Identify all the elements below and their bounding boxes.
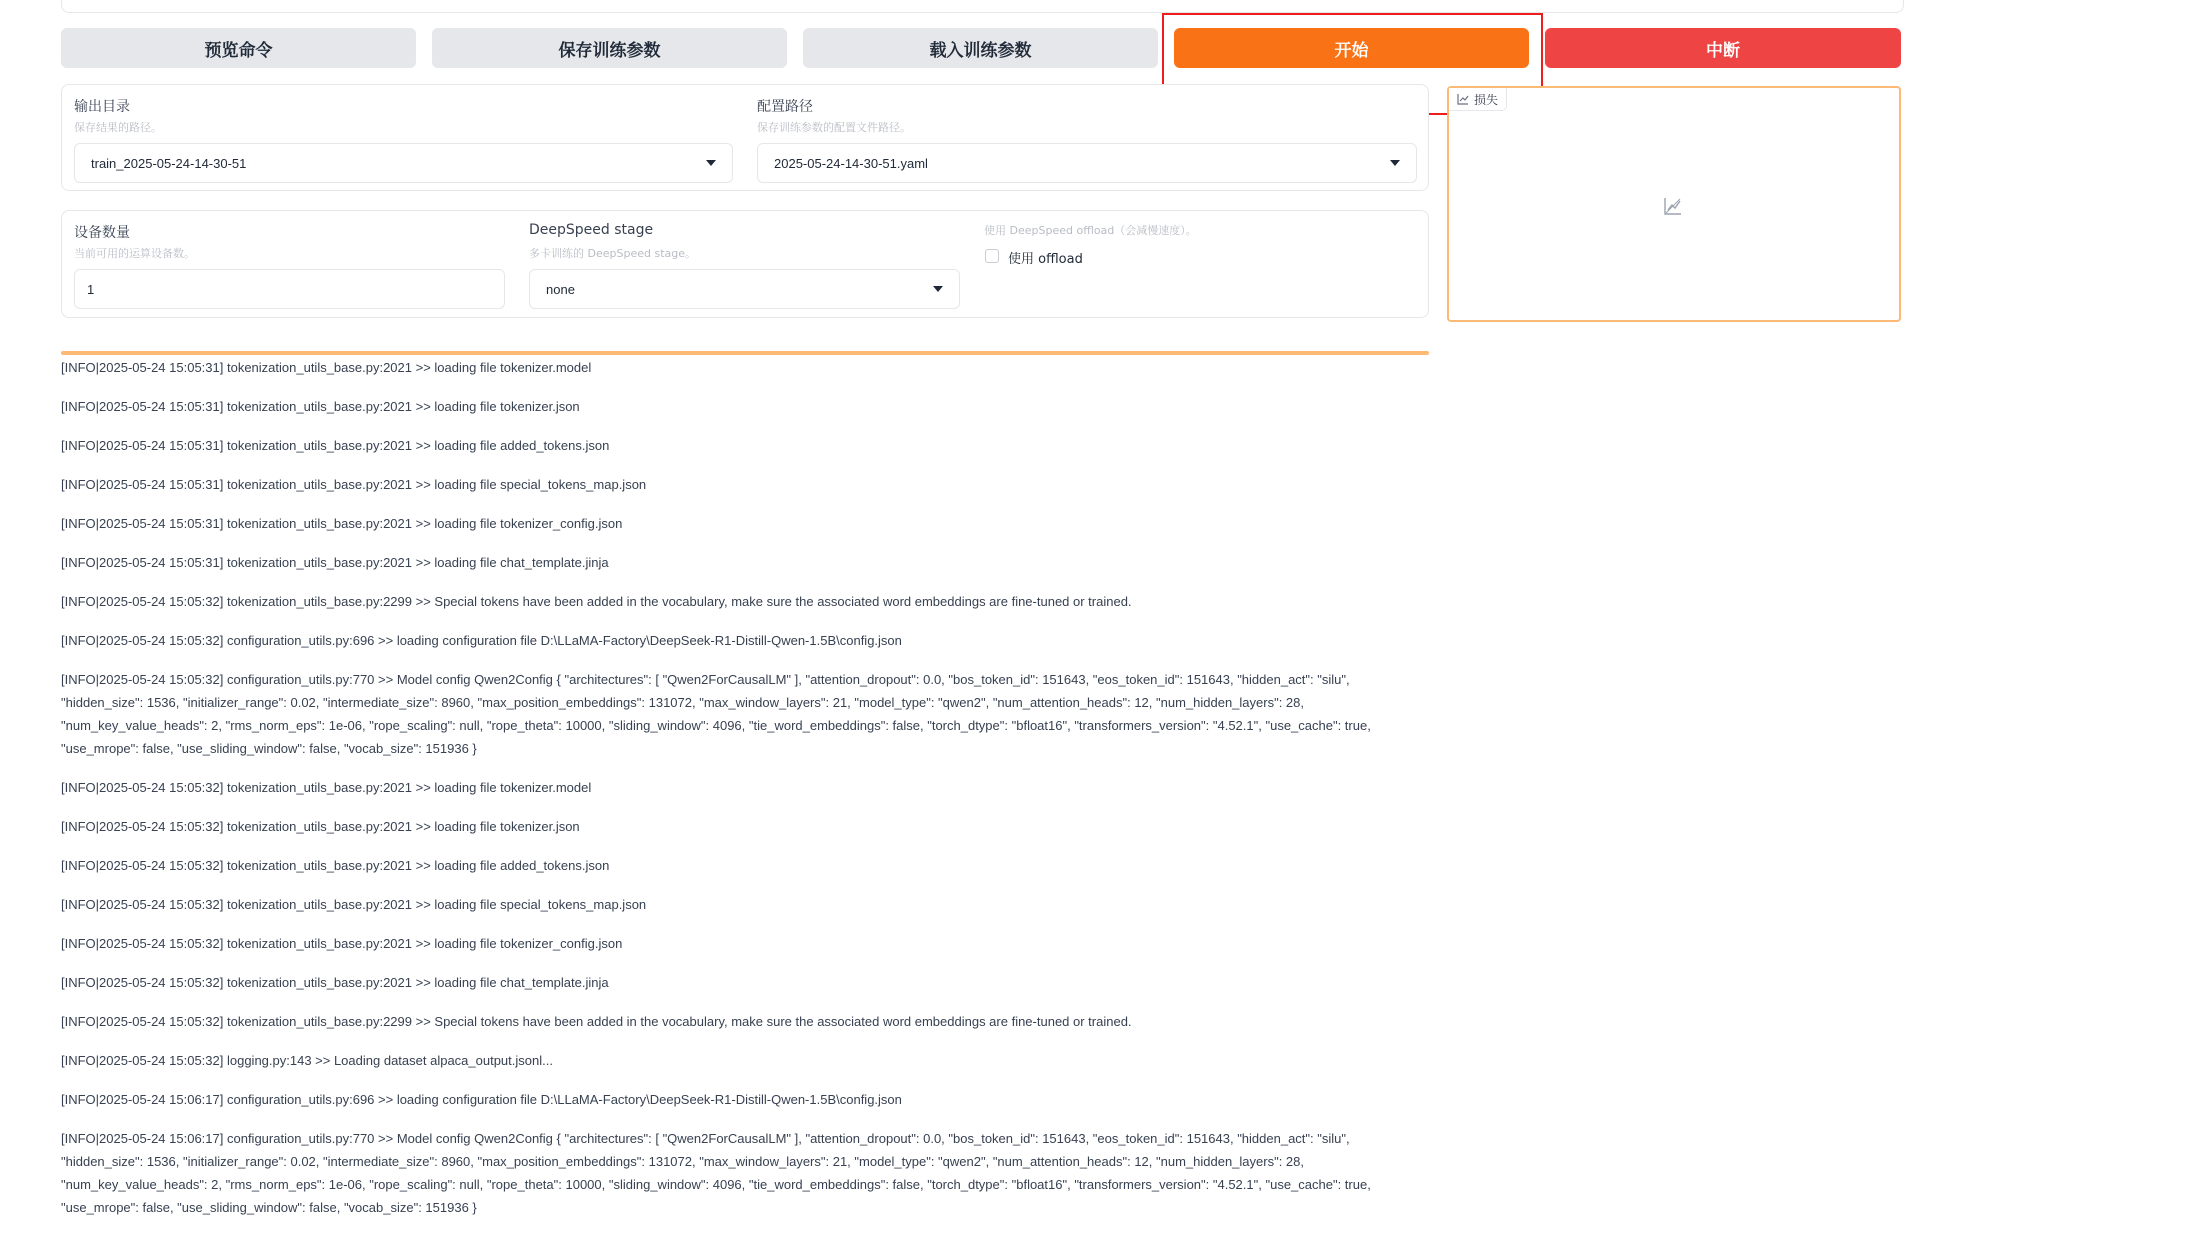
device-count-label: 设备数量 — [74, 225, 130, 241]
start-button[interactable]: 开始 — [1174, 28, 1529, 68]
log-line: [INFO|2025-05-24 15:05:31] tokenization_utils_base.py:2021 >> loading file tokenizer_config.json — [61, 516, 623, 531]
loss-plot — [1447, 86, 1901, 322]
chart-icon — [1457, 93, 1469, 105]
config-path-dropdown[interactable] — [757, 143, 1417, 183]
log-line: [INFO|2025-05-24 15:05:32] tokenization_utils_base.py:2299 >> Special tokens have been added in the vocabulary, make sure the associated word embeddings are fine-tuned or trained. — [61, 594, 1132, 609]
loss-plot-label: 损失 — [1474, 92, 1499, 107]
config-path-label: 配置路径 — [757, 99, 813, 115]
load-args-button[interactable]: 载入训练参数 — [803, 28, 1158, 68]
ds-stage-dropdown[interactable] — [529, 269, 960, 309]
save-args-button[interactable]: 保存训练参数 — [432, 28, 787, 68]
device-deepspeed-panel — [61, 210, 1429, 318]
ds-stage-info: 多卡训练的 DeepSpeed stage。 — [529, 247, 696, 260]
log-line: [INFO|2025-05-24 15:05:31] tokenization_utils_base.py:2021 >> loading file special_tokens_map.json — [61, 477, 647, 492]
progress-bar — [61, 351, 1429, 355]
log-line: [INFO|2025-05-24 15:06:17] configuration_utils.py:696 >> loading configuration file D:\LLaMA-Factory\DeepSeek-R1-Distill-Qwen-1.5B\config.json — [61, 1092, 902, 1107]
log-line: [INFO|2025-05-24 15:05:31] tokenization_utils_base.py:2021 >> loading file added_tokens.json — [61, 438, 610, 453]
log-line: [INFO|2025-05-24 15:05:32] configuration_utils.py:770 >> Model config Qwen2Config { "architectures": [ "Qwen2ForCausalLM" ], "attention_dropout": 0.0, "bos_token_id": 151643, "eos_token_id": 151643, "hidden_act": "silu", "hidden_size": 1536, "initializer_range": 0.02, "intermediate_size": 8960, "max_position_embeddings": 131072, "max_window_layers": 21, "model_type": "qwen2", "num_attention_heads": 12, "num_hidden_layers": 28, "num_key_value_heads": 2, "rms_norm_eps": 1e-06, "rope_scaling": null, "rope_theta": 10000, "sliding_window": 4096, "tie_word_embeddings": false, "torch_dtype": "bfloat16", "transformers_version": "4.52.1", "use_cache": true, "use_mrope": false, "use_sliding_window": false, "vocab_size": 151936 } — [61, 672, 1371, 756]
ds-stage-label: DeepSpeed stage — [529, 222, 654, 238]
config-path-value: 2025-05-24-14-30-51.yaml — [774, 155, 928, 171]
log-line: [INFO|2025-05-24 15:05:31] tokenization_utils_base.py:2021 >> loading file tokenizer.json — [61, 399, 580, 414]
previous-section-edge — [61, 0, 1904, 13]
log-line: [INFO|2025-05-24 15:05:31] tokenization_utils_base.py:2021 >> loading file chat_template.jinja — [61, 555, 609, 570]
config-path-info: 保存训练参数的配置文件路径。 — [757, 121, 911, 134]
log-line: [INFO|2025-05-24 15:05:32] logging.py:143 >> Loading dataset alpaca_output.jsonl... — [61, 1053, 553, 1068]
loss-plot-tag — [1449, 88, 1507, 111]
output-dir-dropdown[interactable] — [74, 143, 733, 183]
ds-offload-checkbox[interactable] — [985, 249, 999, 263]
chevron-down-icon — [933, 286, 943, 292]
device-count-input[interactable] — [74, 269, 505, 309]
preview-command-button[interactable]: 预览命令 — [61, 28, 416, 68]
log-line: [INFO|2025-05-24 15:05:32] tokenization_utils_base.py:2021 >> loading file tokenizer_config.json — [61, 936, 623, 951]
log-line: [INFO|2025-05-24 15:05:32] tokenization_utils_base.py:2021 >> loading file tokenizer.model — [61, 780, 592, 795]
output-dir-label: 输出目录 — [74, 99, 130, 115]
log-line: [INFO|2025-05-24 15:06:17] configuration_utils.py:770 >> Model config Qwen2Config { "architectures": [ "Qwen2ForCausalLM" ], "attention_dropout": 0.0, "bos_token_id": 151643, "eos_token_id": 151643, "hidden_act": "silu", "hidden_size": 1536, "initializer_range": 0.02, "intermediate_size": 8960, "max_position_embeddings": 131072, "max_window_layers": 21, "model_type": "qwen2", "num_attention_heads": 12, "num_hidden_layers": 28, "num_key_value_heads": 2, "rms_norm_eps": 1e-06, "rope_scaling": null, "rope_theta": 10000, "sliding_window": 4096, "tie_word_embeddings": false, "torch_dtype": "bfloat16", "transformers_version": "4.52.1", "use_cache": true, "use_mrope": false, "use_sliding_window": false, "vocab_size": 151936 } — [61, 1131, 1371, 1215]
ds-offload-info: 使用 DeepSpeed offload（会减慢速度）。 — [984, 224, 1197, 237]
log-line: [INFO|2025-05-24 15:05:32] configuration_utils.py:696 >> loading configuration file D:\LLaMA-Factory\DeepSeek-R1-Distill-Qwen-1.5B\config.json — [61, 633, 902, 648]
chevron-down-icon — [1390, 160, 1400, 166]
output-config-panel — [61, 84, 1429, 191]
log-line: [INFO|2025-05-24 15:05:32] tokenization_utils_base.py:2021 >> loading file added_tokens.json — [61, 858, 610, 873]
output-dir-value: train_2025-05-24-14-30-51 — [91, 155, 247, 171]
output-dir-info: 保存结果的路径。 — [74, 121, 162, 134]
ds-stage-value: none — [546, 281, 575, 297]
abort-button[interactable]: 中断 — [1545, 28, 1901, 68]
log-line: [INFO|2025-05-24 15:05:32] tokenization_utils_base.py:2021 >> loading file chat_template.jinja — [61, 975, 609, 990]
ds-offload-label: 使用 offload — [1008, 252, 1083, 267]
log-line: [INFO|2025-05-24 15:05:32] tokenization_utils_base.py:2299 >> Special tokens have been added in the vocabulary, make sure the associated word embeddings are fine-tuned or trained. — [61, 1014, 1132, 1029]
log-line: [INFO|2025-05-24 15:05:32] tokenization_utils_base.py:2021 >> loading file special_tokens_map.json — [61, 897, 647, 912]
log-line: [INFO|2025-05-24 15:05:32] tokenization_utils_base.py:2021 >> loading file tokenizer.json — [61, 819, 580, 834]
empty-chart-icon — [1663, 196, 1683, 216]
training-log-output — [61, 356, 1429, 1235]
log-line: [INFO|2025-05-24 15:05:31] tokenization_utils_base.py:2021 >> loading file tokenizer.model — [61, 360, 592, 375]
device-count-info: 当前可用的运算设备数。 — [74, 247, 195, 260]
chevron-down-icon — [706, 160, 716, 166]
